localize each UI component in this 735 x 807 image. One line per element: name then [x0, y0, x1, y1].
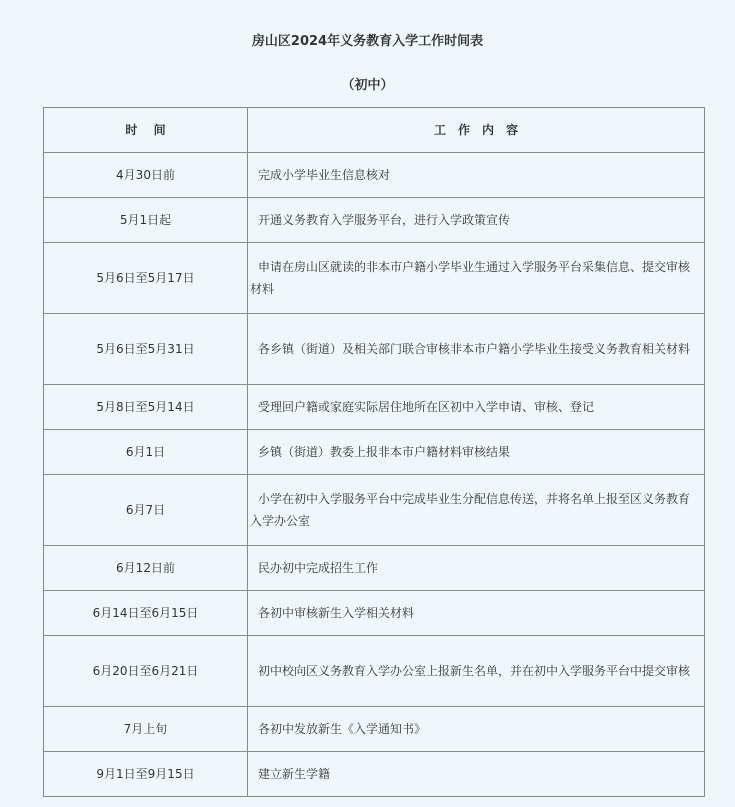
row-content [248, 752, 705, 797]
row-content-text: 完成小学毕业生信息核对 [258, 168, 391, 182]
row-time: 9月1日至9月15日 [44, 752, 248, 797]
row-content-text: 乡镇（街道）教委上报非本市户籍材料审核结果 [258, 445, 511, 459]
row-time: 5月8日至5月14日 [44, 385, 248, 430]
table-row [44, 475, 705, 546]
row-content [248, 430, 705, 475]
row-content [248, 314, 705, 385]
row-content-text: 申请在房山区就读的非本市户籍小学毕业生通过入学服务平台采集信息、提交审核材料 [250, 260, 691, 296]
row-time: 6月12日前 [44, 546, 248, 591]
row-time: 5月6日至5月17日 [44, 243, 248, 314]
table-row [44, 707, 705, 752]
row-content [248, 546, 705, 591]
header-content: 工 作 内 容 [248, 108, 705, 153]
row-content-text: 受理回户籍或家庭实际居住地所在区初中入学申请、审核、登记 [258, 400, 595, 414]
row-content-text: 各乡镇（街道）及相关部门联合审核非本市户籍小学毕业生接受义务教育相关材料 [258, 342, 691, 356]
row-content [248, 243, 705, 314]
row-content-text: 各初中发放新生《入学通知书》 [258, 722, 427, 736]
row-content [248, 153, 705, 198]
row-time: 4月30日前 [44, 153, 248, 198]
table-row [44, 636, 705, 707]
row-time: 5月1日起 [44, 198, 248, 243]
table-row [44, 752, 705, 797]
document-subtitle: （初中） [341, 78, 394, 93]
row-content-text: 建立新生学籍 [258, 767, 331, 781]
table-row [44, 385, 705, 430]
row-content [248, 198, 705, 243]
row-content [248, 475, 705, 546]
row-content [248, 707, 705, 752]
row-content-text: 初中校向区义务教育入学办公室上报新生名单，并在初中入学服务平台中提交审核 [258, 664, 691, 678]
document-title: 房山区2024年义务教育入学工作时间表 [251, 34, 484, 49]
row-time: 5月6日至5月31日 [44, 314, 248, 385]
table-header-row [44, 108, 705, 153]
header-time: 时 间 [44, 108, 248, 153]
row-content [248, 591, 705, 636]
table-row [44, 314, 705, 385]
row-content [248, 636, 705, 707]
table-row [44, 198, 705, 243]
table-row [44, 591, 705, 636]
table-row [44, 546, 705, 591]
row-time: 6月20日至6月21日 [44, 636, 248, 707]
row-time: 6月1日 [44, 430, 248, 475]
row-content-text: 小学在初中入学服务平台中完成毕业生分配信息传送，并将名单上报至区义务教育入学办公室 [250, 492, 691, 528]
table-row [44, 430, 705, 475]
row-time: 6月7日 [44, 475, 248, 546]
row-time: 7月上旬 [44, 707, 248, 752]
row-time: 6月14日至6月15日 [44, 591, 248, 636]
row-content [248, 385, 705, 430]
table-row [44, 243, 705, 314]
table-row [44, 153, 705, 198]
row-content-text: 各初中审核新生入学相关材料 [258, 606, 415, 620]
row-content-text: 开通义务教育入学服务平台，进行入学政策宣传 [258, 213, 511, 227]
schedule-table [43, 107, 705, 797]
row-content-text: 民办初中完成招生工作 [258, 561, 379, 575]
